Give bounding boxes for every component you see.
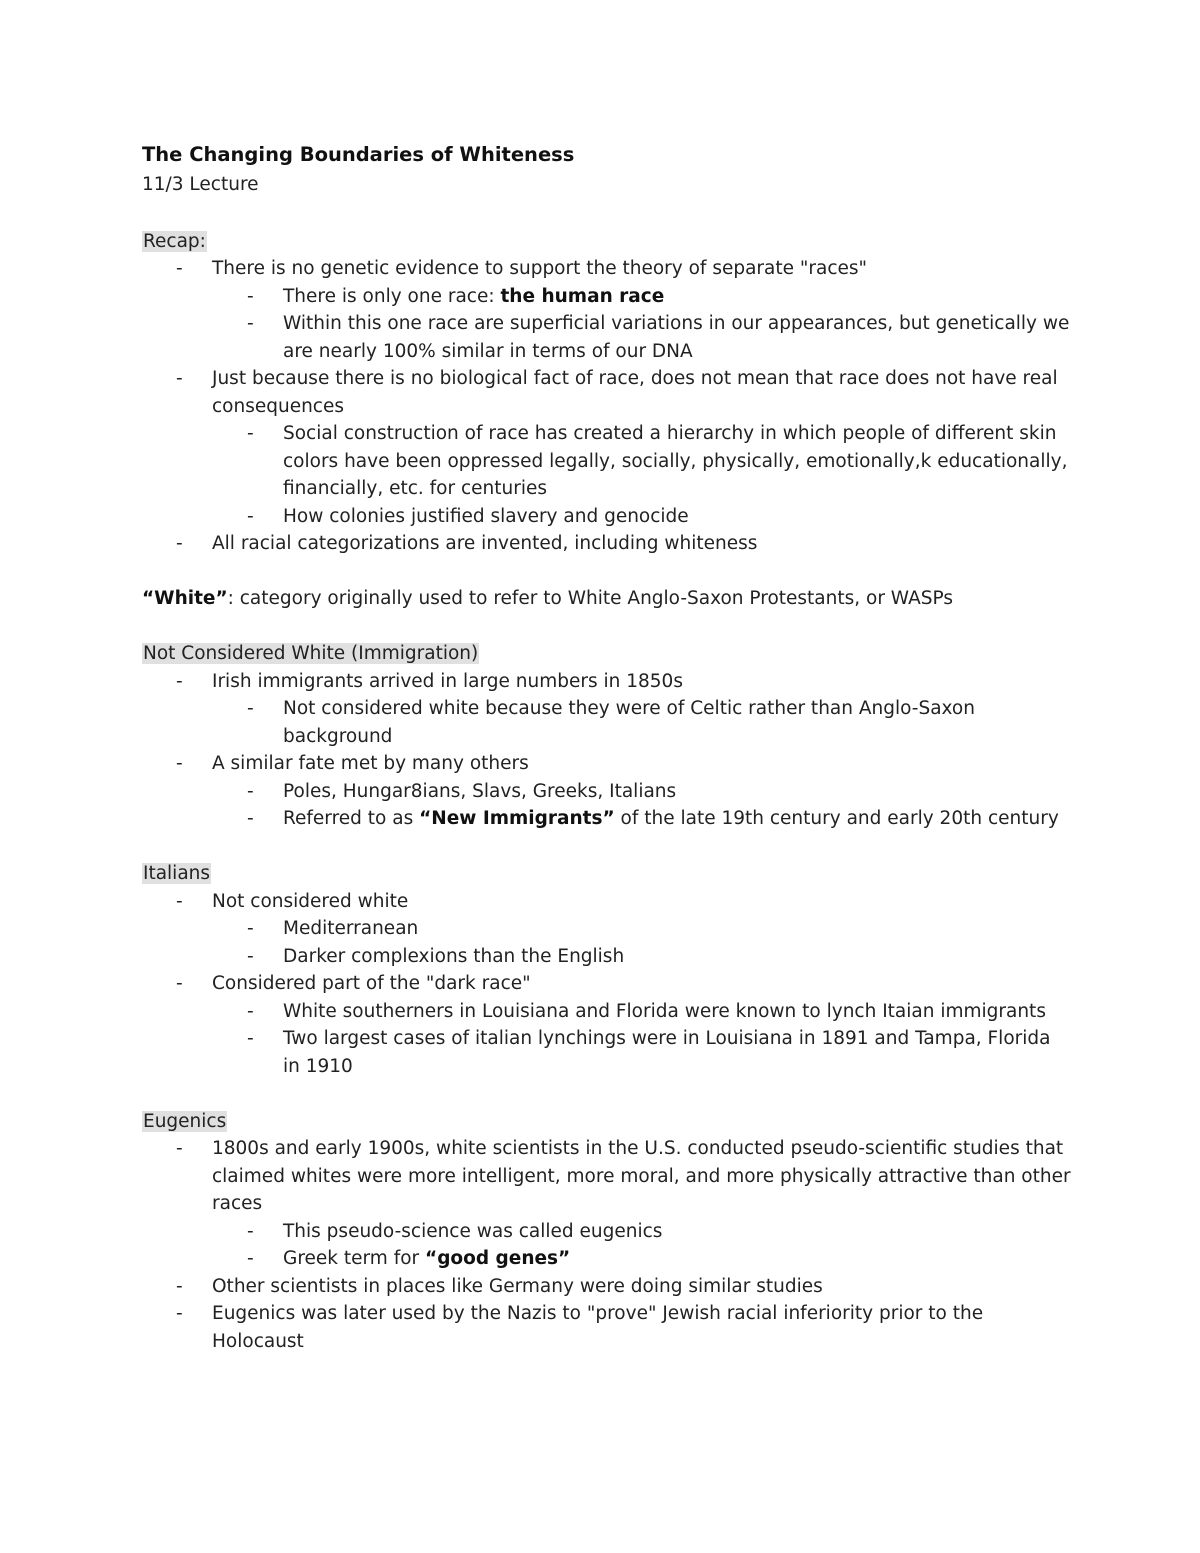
bullet-dash: - (176, 533, 183, 554)
bullet-dash: - (176, 973, 183, 994)
blank-line (142, 833, 1072, 861)
bullet-dash: - (176, 670, 183, 692)
list-item: - Mediterranean (283, 915, 1072, 943)
list-item: - Not considered white because they were of Celtic rather than Anglo-Saxon background (283, 695, 1072, 750)
list-item: - This pseudo-science was called eugenics (283, 1218, 1072, 1246)
list-item: - Other scientists in places like Germany were doing similar studies (212, 1273, 1072, 1301)
document-title: The Changing Boundaries of Whiteness (142, 143, 575, 166)
white-definition (142, 585, 1072, 613)
list-item: - All racial categorizations are invented, including whiteness (212, 530, 1072, 558)
list-item: - Not considered white (212, 888, 1072, 916)
bullet-dash: - (247, 505, 254, 527)
list-item: - How colonies justified slavery and genocide (283, 503, 1072, 531)
list-item: - Greek term for “good genes” (283, 1245, 1072, 1273)
bold-text: “New Immigrants” (419, 808, 615, 829)
list-item: - 1800s and early 1900s, white scientists in the U.S. conducted pseudo-scientific studies that claimed whites were more intelligent, more moral, and more physically attractive than other races (212, 1135, 1072, 1218)
eugenics-heading: Eugenics (143, 1110, 227, 1132)
blank-line (142, 613, 1072, 641)
bullet-dash: - (176, 753, 183, 774)
definition-term: “White” (142, 588, 228, 609)
bullet-dash: - (247, 918, 254, 939)
bullet-dash: - (176, 890, 183, 912)
list-item: - White southerners in Louisiana and Florida were known to lynch Itaian immigrants (283, 998, 1072, 1026)
italians-heading: Italians (143, 863, 211, 884)
bullet-dash: - (176, 1138, 183, 1159)
blank-line (142, 558, 1072, 586)
bullet-dash: - (247, 423, 254, 444)
document-subtitle: 11/3 Lecture (142, 174, 259, 195)
bullet-dash: - (176, 368, 183, 389)
list-item: - There is no genetic evidence to support the theory of separate "races" (212, 255, 1072, 283)
section-not-considered-white (142, 640, 1072, 833)
bullet-dash: - (247, 698, 254, 719)
recap-heading: Recap: (143, 230, 206, 252)
bullet-dash: - (247, 313, 254, 334)
section-heading (142, 640, 1072, 668)
bullet-dash: - (176, 1275, 183, 1297)
list-item: - Referred to as “New Immigrants” of the late 19th century and early 20th century (283, 805, 1072, 833)
list-item: - A similar fate met by many others (212, 750, 1072, 778)
section-heading (142, 228, 1072, 256)
document-body (142, 140, 1072, 1355)
list-item: - Darker complexions than the English (283, 943, 1072, 971)
bullet-dash: - (247, 945, 254, 967)
list-item: - Within this one race are superficial variations in our appearances, but genetically we are nearly 100% similar in terms of our DNA (283, 310, 1072, 365)
bullet-dash: - (247, 1028, 254, 1049)
section-heading (142, 1108, 1072, 1136)
list-item: - There is only one race: the human race (283, 283, 1072, 311)
bullet-dash: - (247, 1248, 254, 1269)
list-item: - Considered part of the "dark race" (212, 970, 1072, 998)
bullet-dash: - (247, 780, 254, 802)
not-white-heading: Not Considered White (Immigration) (143, 643, 479, 664)
bullet-dash: - (247, 285, 254, 307)
list-item: - Poles, Hungar8ians, Slavs, Greeks, Italians (283, 778, 1072, 806)
bullet-dash: - (176, 258, 183, 279)
list-item: - Eugenics was later used by the Nazis to "prove" Jewish racial inferiority prior to the Holocaust (212, 1300, 1072, 1355)
list-item: - Irish immigrants arrived in large numbers in 1850s (212, 668, 1072, 696)
definition-text: : category originally used to refer to White Anglo-Saxon Protestants, or WASPs (227, 588, 953, 609)
list-item: - Two largest cases of italian lynchings were in Louisiana in 1891 and Tampa, Florida in 1910 (283, 1025, 1072, 1080)
section-italians (142, 860, 1072, 1080)
bullet-dash: - (247, 1000, 254, 1022)
list-item: - Just because there is no biological fact of race, does not mean that race does not have real consequences (212, 365, 1072, 420)
list-item: - Social construction of race has created a hierarchy in which people of different skin colors have been oppressed legally, socially, physically, emotionally,k educationally, financially, etc. for centuries (283, 420, 1072, 503)
bullet-dash: - (247, 808, 254, 829)
blank-line (142, 200, 1072, 228)
bullet-dash: - (176, 1303, 183, 1324)
bullet-dash: - (247, 1220, 254, 1242)
blank-line (142, 1080, 1072, 1108)
bold-text: “good genes” (425, 1248, 571, 1269)
section-heading (142, 860, 1072, 888)
bold-text: the human race (500, 285, 665, 307)
section-recap (142, 228, 1072, 558)
section-eugenics (142, 1108, 1072, 1356)
